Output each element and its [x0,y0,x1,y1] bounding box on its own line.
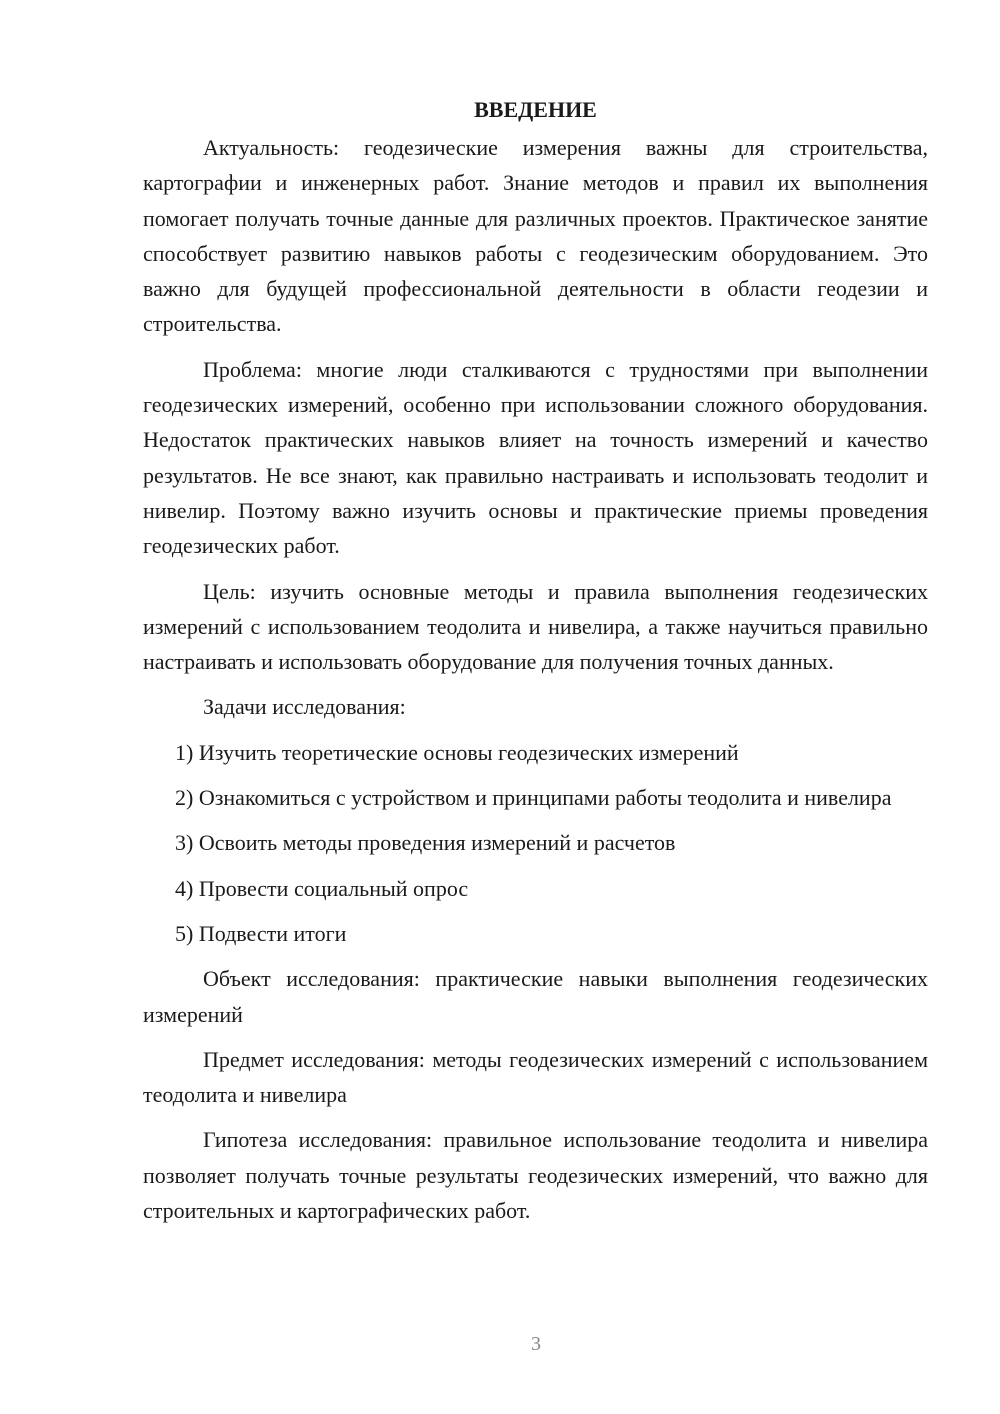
page-number: 3 [531,1333,541,1355]
document-page [143,92,928,1238]
paragraph-relevance: Актуальность: геодезические измерения важны для строительства, картографии и инженерных работ. Знание методов и правил их выполнения помогает получать точные данные для различных проектов. Практическое занятие способствует развитию навыков работы с геодезическим оборудованием. Это важно для будущей профессиональной деятельности в области геодезии и строительства. [143,135,928,337]
task-item-3: 3) Освоить методы проведения измерений и расчетов [175,830,676,856]
task-item-5: 5) Подвести итоги [175,920,347,946]
paragraph-problem: Проблема: многие люди сталкиваются с трудностями при выполнении геодезических измерений, особенно при использовании сложного оборудования. Недостаток практических навыков влияет на точность измерений и качество результатов. Не все знают, как правильно настраивать и использовать теодолит и нивелир. Поэтому важно изучить основы и практические приемы проведения геодезических работ. [143,356,928,559]
paragraph-hypothesis: Гипотеза исследования: правильное использование теодолита и нивелира позволяет получать точные результаты геодезических измерений, что важно для строительных и картографических работ. [143,1127,928,1224]
document-title: ВВЕДЕНИЕ [474,97,597,122]
task-item-2: 2) Ознакомиться с устройством и принципами работы теодолита и нивелира [175,785,892,811]
paragraph-goal: Цель: изучить основные методы и правила выполнения геодезических измерений с использованием теодолита и нивелира, а также научиться правильно настраивать и использовать оборудование для получения точных данных. [143,578,928,675]
task-item-1: 1) Изучить теоретические основы геодезических измерений [175,739,739,765]
paragraph-object: Объект исследования: практические навыки выполнения геодезических измерений [143,966,928,1027]
task-item-4: 4) Провести социальный опрос [175,875,469,901]
tasks-heading: Задачи исследования: [203,694,406,720]
paragraph-subject: Предмет исследования: методы геодезических измерений с использованием теодолита и нивелира [143,1046,928,1108]
